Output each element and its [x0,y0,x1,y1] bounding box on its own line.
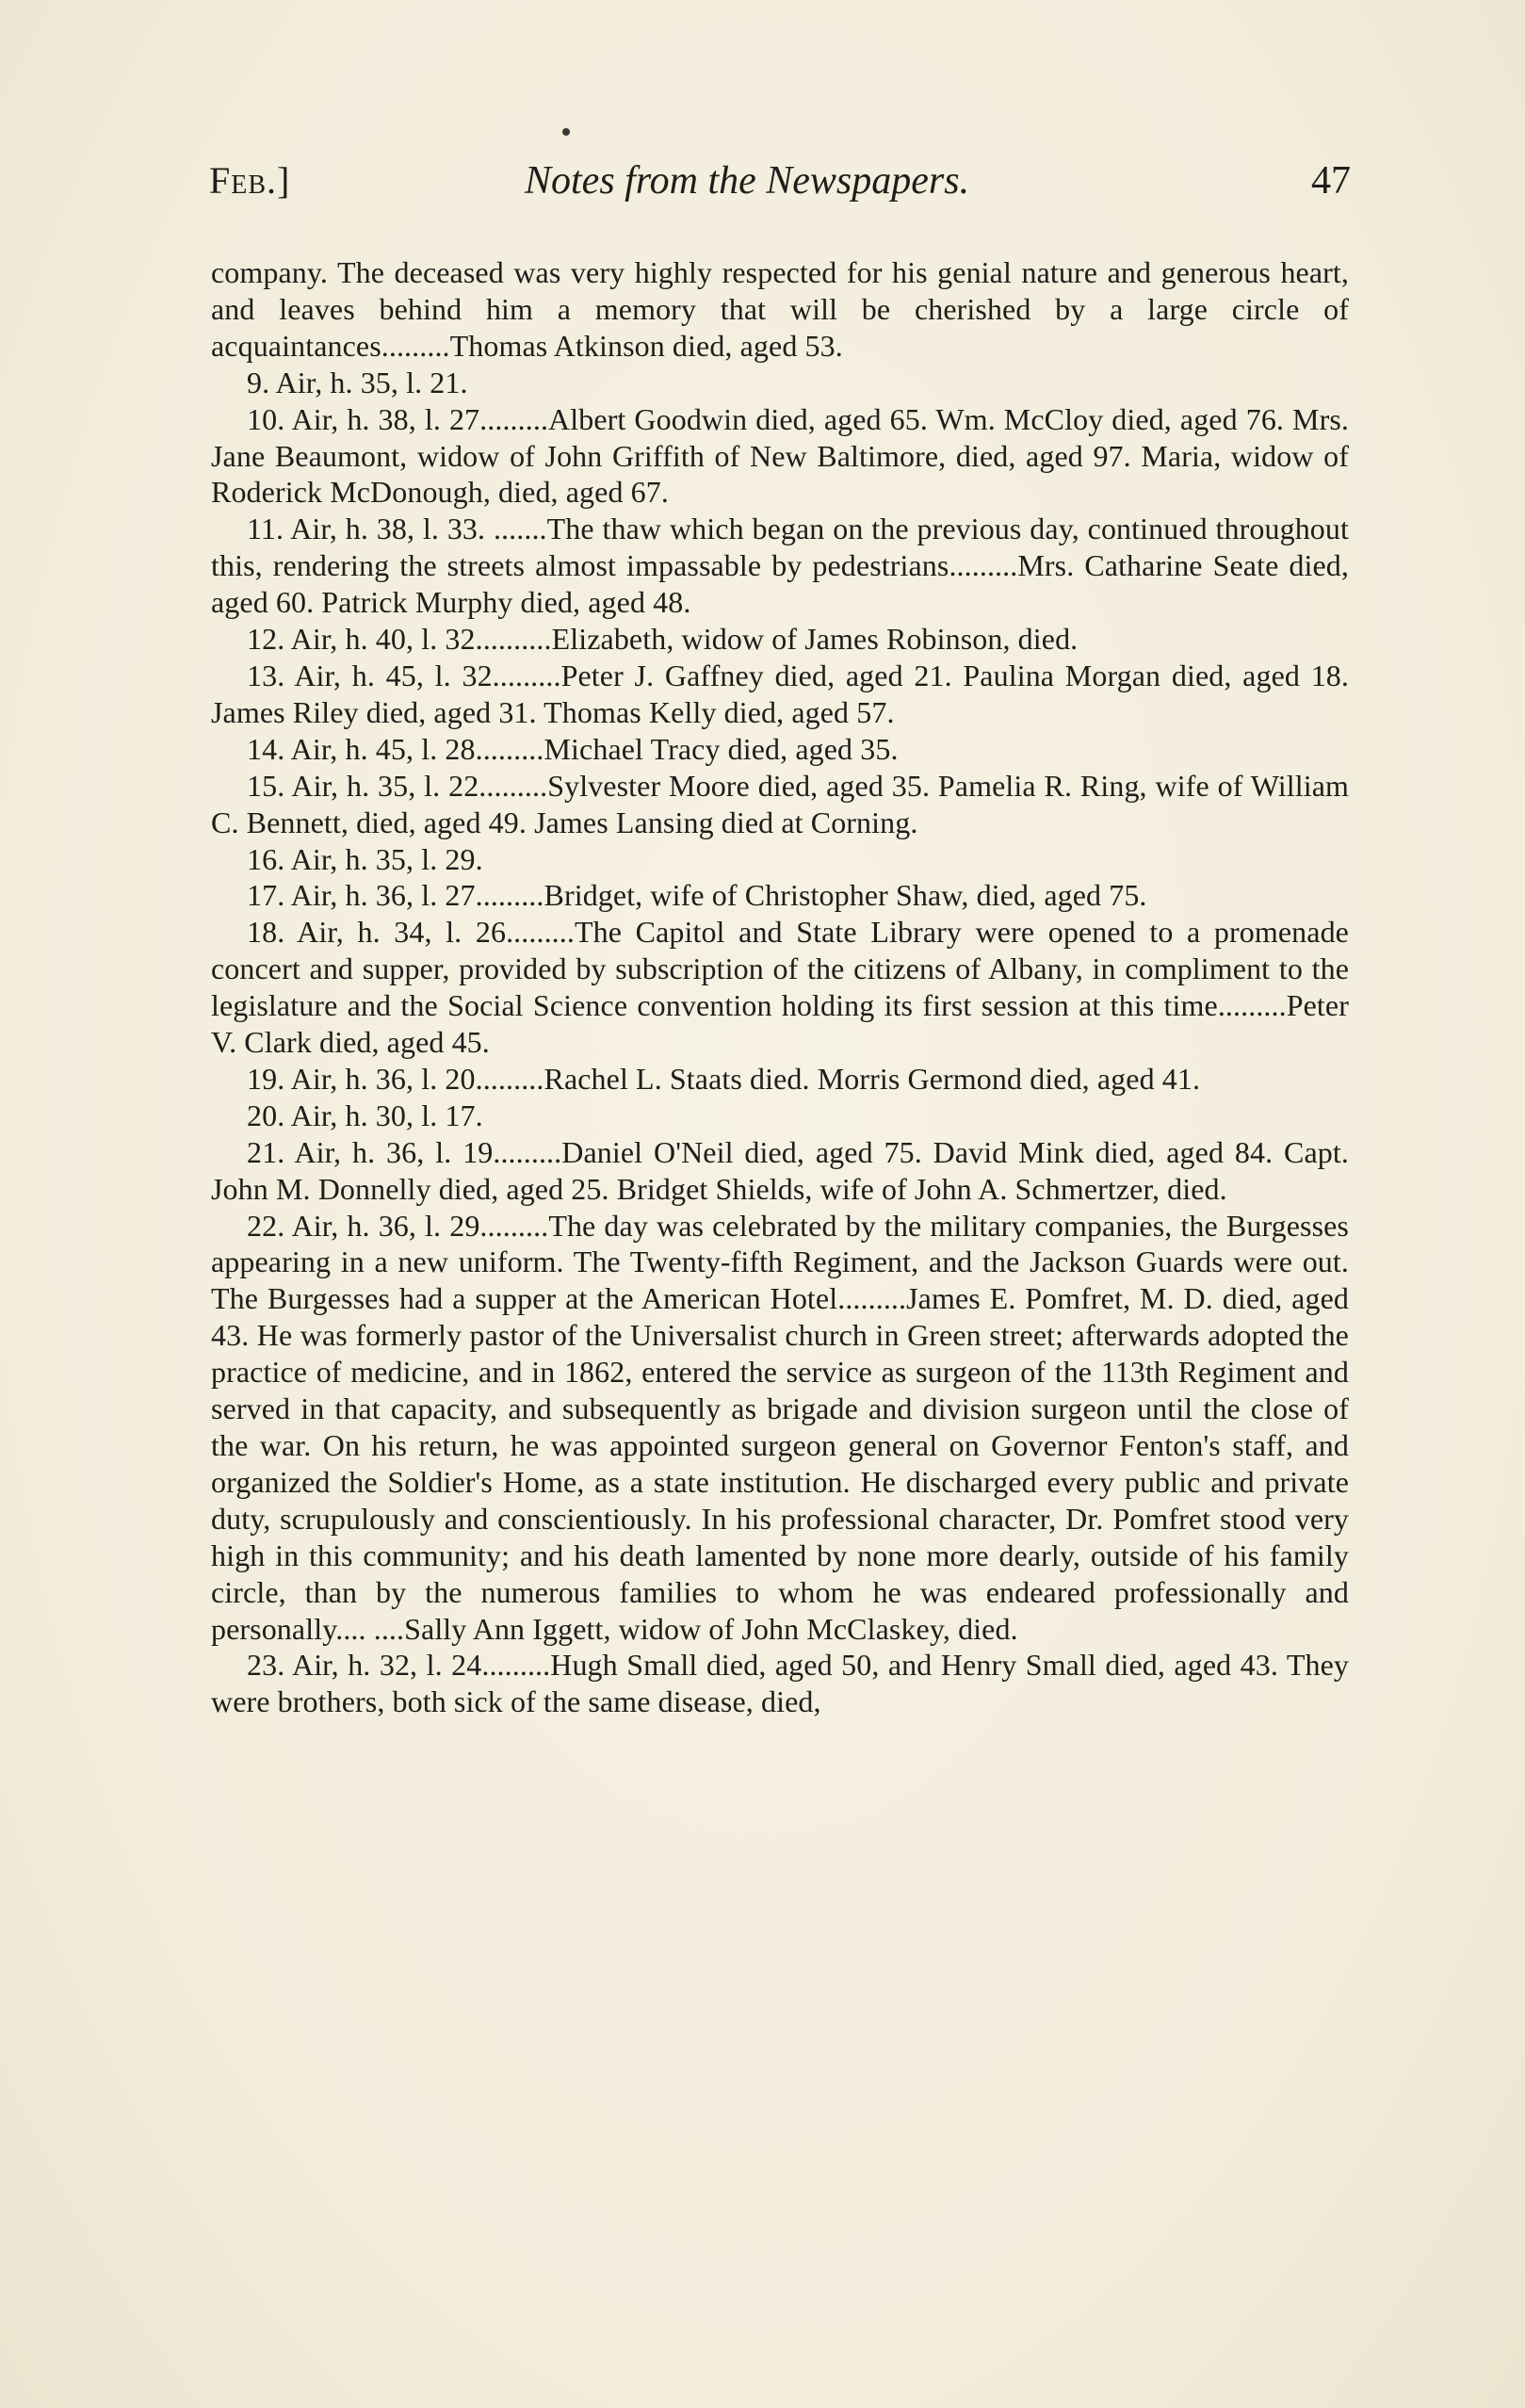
body-text [211,254,1349,1720]
running-head [209,158,1351,215]
entry-paragraph: 20. Air, h. 30, l. 17. [247,1098,483,1132]
entry-paragraph: 11. Air, h. 38, l. 33. .......The thaw which began on the previous day, continued throughout this, rendering the streets almost impassable by pedestrians.........Mrs. Catharine Seate died, aged 60. Patrick Murphy died, aged 48. [211,512,1349,620]
running-head-month: Feb.] [209,159,291,202]
entry-paragraph: 19. Air, h. 36, l. 20.........Rachel L. Staats died. Morris Germond died, aged 41. [247,1061,1201,1096]
entry-paragraph: 18. Air, h. 34, l. 26.........The Capitol and State Library were opened to a promenade concert and supper, provided by subscription of the citizens of Albany, in compliment to the legislature and the Social Science convention holding its first session at this time.........Peter V. Clark died, aged 45. [211,915,1349,1060]
running-head-title: Notes from the Newspapers. [525,159,970,203]
entry-paragraph: 9. Air, h. 35, l. 21. [247,365,468,399]
ink-dot-mark [562,128,570,136]
entry-paragraph: 16. Air, h. 35, l. 29. [247,841,483,876]
entry-paragraph: 13. Air, h. 45, l. 32.........Peter J. Gaffney died, aged 21. Paulina Morgan died, aged 18. James Riley died, aged 31. Thomas Kelly died, aged 57. [211,658,1349,729]
entry-paragraph: 23. Air, h. 32, l. 24.........Hugh Small died, aged 50, and Henry Small died, aged 43. They were brothers, both sick of the same disease, died, [211,1648,1349,1719]
page-number: 47 [1311,159,1351,203]
paragraph-continuation: company. The deceased was very highly respected for his genial nature and generous heart, and leaves behind him a memory that will be cherished by a large circle of acquaintances.........Thomas Atkinson died, aged 53. [211,255,1349,363]
entry-paragraph: 21. Air, h. 36, l. 19.........Daniel O'Neil died, aged 75. David Mink died, aged 84. Capt. John M. Donnelly died, aged 25. Bridget Shields, wife of John A. Schmertzer, died. [211,1134,1349,1206]
entry-paragraph: 12. Air, h. 40, l. 32..........Elizabeth, widow of James Robinson, died. [247,622,1079,657]
entry-paragraph: 15. Air, h. 35, l. 22.........Sylvester Moore died, aged 35. Pamelia R. Ring, wife of William C. Bennett, died, aged 49. James Lansing died at Corning. [211,768,1349,839]
entry-paragraph: 22. Air, h. 36, l. 29.........The day was celebrated by the military companies, the Burgesses appearing in a new uniform. The Twenty-fifth Regiment, and the Jackson Guards were out. The Burgesses had a supper at the American Hotel.........James E. Pomfret, M. D. died, aged 43. He was formerly pastor of the Universalist church in Green street; afterwards adopted the practice of medicine, and in 1862, entered the service as surgeon of the 113th Regiment and served in that capacity, and subsequently as brigade and division surgeon until the close of the war. On his return, he was appointed surgeon general on Governor Fenton's staff, and organized the Soldier's Home, as a state institution. He discharged every public and private duty, scrupulously and conscientiously. In his professional character, Dr. Pomfret stood very high in this community; and his death lamented by none more dearly, outside of his family circle, than by the numerous families to whom he was endeared professionally and personally.... ....Sally Ann Iggett, widow of John McClaskey, died. [211,1208,1349,1646]
entry-paragraph: 14. Air, h. 45, l. 28.........Michael Tracy died, aged 35. [247,731,899,766]
entry-paragraph: 10. Air, h. 38, l. 27.........Albert Goodwin died, aged 65. Wm. McCloy died, aged 76. Mrs. Jane Beaumont, widow of John Griffith of New Baltimore, died, aged 97. Maria, widow of Roderick McDonough, died, aged 67. [211,401,1349,510]
entry-paragraph: 17. Air, h. 36, l. 27.........Bridget, wife of Christopher Shaw, died, aged 75. [247,878,1147,913]
